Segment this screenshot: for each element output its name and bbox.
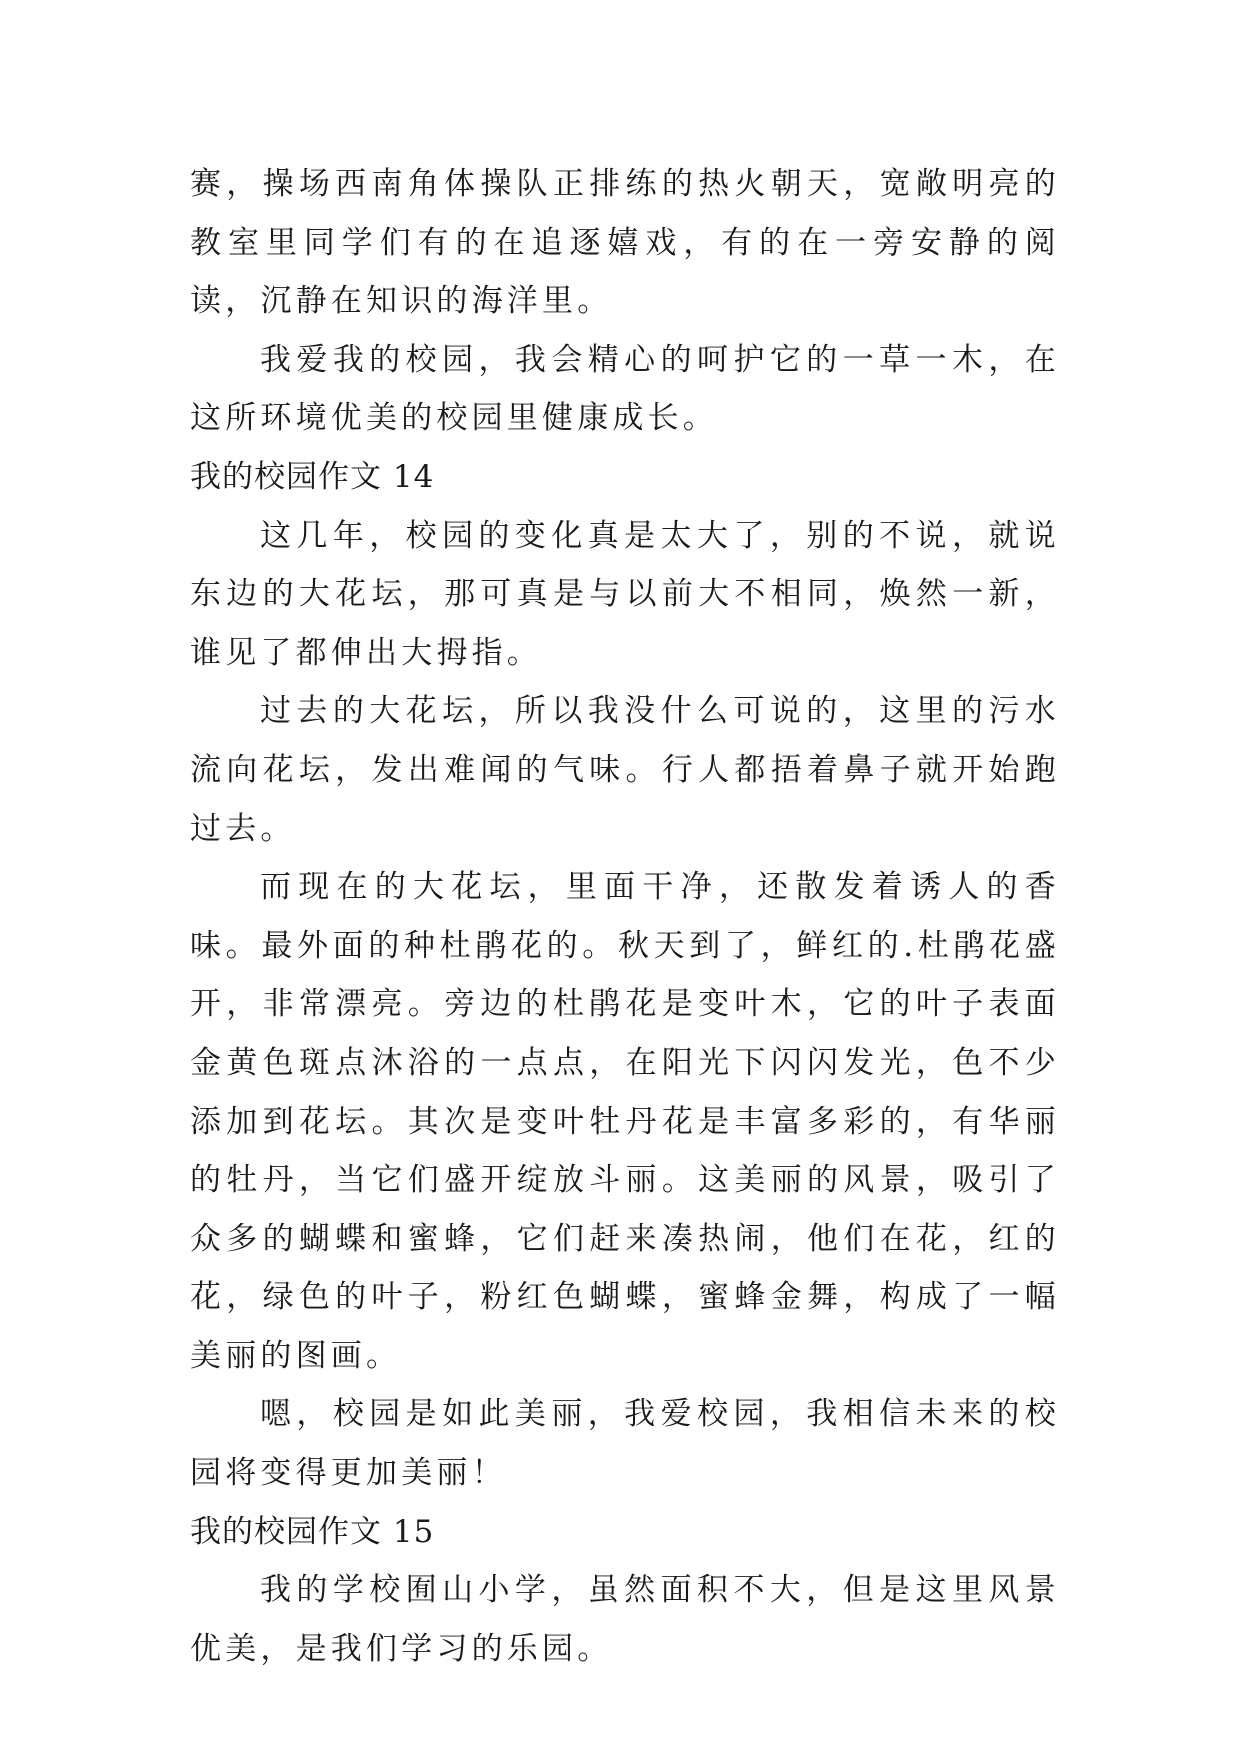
paragraph: 过去的大花坛，所以我没什么可说的，这里的污水流向花坛，发出难闻的气味。行人都捂着鼻子就开始跑过去。 xyxy=(190,693,1060,847)
essay-heading: 我的校园作文 15 xyxy=(190,1513,435,1550)
essay-heading: 我的校园作文 14 xyxy=(190,458,435,495)
paragraph: 我的学校囿山小学，虽然面积不大，但是这里风景优美，是我们学习的乐园。 xyxy=(190,1572,1060,1667)
paragraph: 而现在的大花坛，里面干净，还散发着诱人的香味。最外面的种杜鹃花的。秋天到了，鲜红的.杜鹃花盛开，非常漂亮。旁边的杜鹃花是变叶木，它的叶子表面金黄色斑点沐浴的一点点，在阳光下闪闪发光，色不少添加到花坛。其次是变叶牡丹花是丰富多彩的，有华丽的牡丹，当它们盛开绽放斗丽。这美丽的风景，吸引了众多的蝴蝶和蜜蜂，它们赶来凑热闹，他们在花，红的花，绿色的叶子，粉红色蝴蝶，蜜蜂金舞，构成了一幅美丽的图画。 xyxy=(190,869,1060,1374)
paragraph: 赛，操场西南角体操队正排练的热火朝天，宽敞明亮的教室里同学们有的在追逐嬉戏，有的在一旁安静的阅读，沉静在知识的海洋里。 xyxy=(190,166,1060,320)
paragraph: 嗯，校园是如此美丽，我爱校园，我相信未来的校园将变得更加美丽！ xyxy=(190,1396,1060,1492)
document-page xyxy=(190,155,1060,1678)
paragraph: 我爱我的校园，我会精心的呵护它的一草一木，在这所环境优美的校园里健康成长。 xyxy=(190,341,1060,437)
paragraph: 这几年，校园的变化真是太大了，别的不说，就说东边的大花坛，那可真是与以前大不相同，焕然一新，谁见了都伸出大拇指。 xyxy=(190,517,1060,671)
